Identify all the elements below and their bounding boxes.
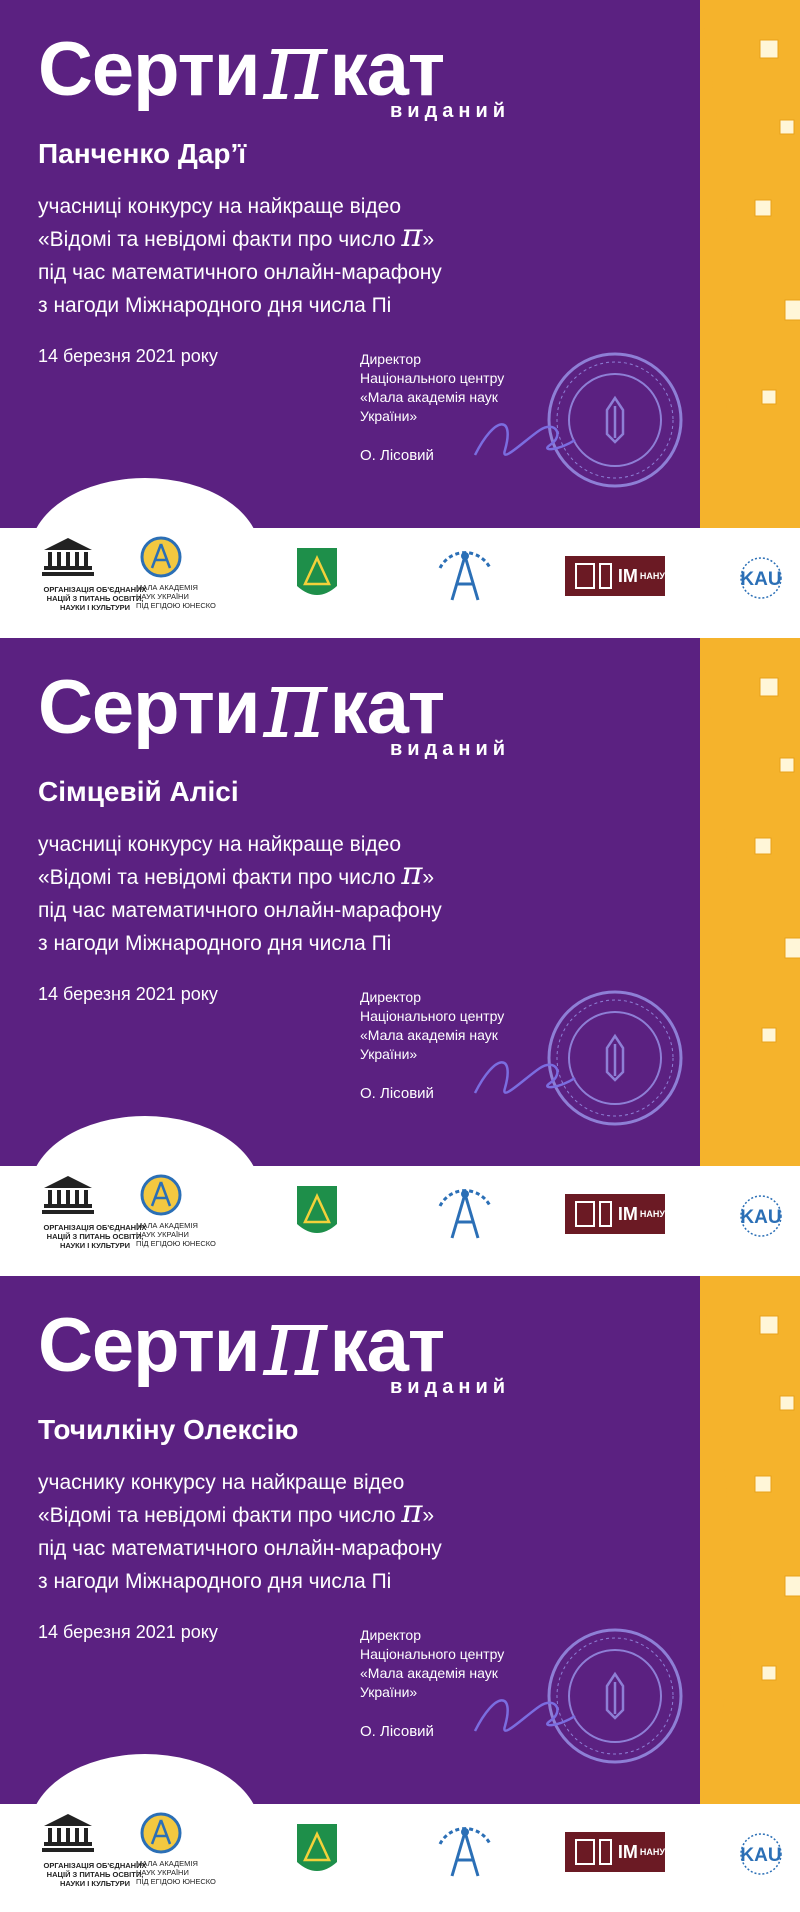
im-box-icon bbox=[575, 1201, 595, 1227]
title-pi-symbol: π bbox=[263, 10, 326, 122]
im-box-icon-2 bbox=[599, 1201, 612, 1227]
kau-logo-icon bbox=[735, 1194, 787, 1238]
director-org-3: України» bbox=[360, 1046, 418, 1062]
man-logo bbox=[130, 536, 230, 610]
unesco-line-1: ОРГАНІЗАЦІЯ ОБ'ЄДНАНИХ bbox=[43, 1861, 147, 1870]
man-line-2: НАУК УКРАЇНИ bbox=[136, 592, 189, 601]
certificate-date: 14 березня 2021 року bbox=[38, 346, 218, 366]
shield-logo-icon bbox=[295, 1184, 339, 1244]
certificate-body bbox=[38, 828, 442, 960]
signature-icon bbox=[470, 410, 580, 470]
man-logo bbox=[130, 1174, 230, 1248]
certificate-title bbox=[38, 10, 445, 122]
body-line-1: учаснику конкурсу на найкраще відео bbox=[38, 1471, 405, 1494]
unesco-line-3: НАУКИ І КУЛЬТУРИ bbox=[59, 603, 131, 612]
im-text: IM bbox=[617, 565, 638, 586]
body-line-1: учасниці конкурсу на найкраще відео bbox=[38, 833, 402, 856]
body-line-2-quote: » bbox=[422, 866, 435, 889]
unesco-line-3: НАУКИ І КУЛЬТУРИ bbox=[59, 1879, 131, 1888]
man-line-3: ПІД ЕГІДОЮ ЮНЕСКО bbox=[136, 601, 216, 610]
title-part-2: кат bbox=[329, 1303, 445, 1388]
man-emblem-icon bbox=[140, 1812, 182, 1854]
body-line-4: з нагоди Міжнародного дня числа Пі bbox=[38, 294, 392, 317]
certificate-1 bbox=[0, 0, 800, 636]
body-line-2-text: «Відомі та невідомі факти про число bbox=[38, 866, 402, 889]
kau-logo-icon bbox=[735, 556, 787, 600]
title-part-2: кат bbox=[329, 27, 445, 112]
man-logo bbox=[130, 1812, 230, 1886]
unesco-line-2: НАЦІЙ З ПИТАНЬ ОСВІТИ, bbox=[46, 1232, 144, 1241]
man-line-1: МАЛА АКАДЕМІЯ bbox=[136, 1859, 198, 1868]
body-line-2-text: «Відомі та невідомі факти про число bbox=[38, 1504, 402, 1527]
unesco-line-1: ОРГАНІЗАЦІЯ ОБ'ЄДНАНИХ bbox=[43, 585, 147, 594]
kyiv-academy-logo-icon bbox=[430, 1814, 500, 1889]
director-title: Директор bbox=[360, 351, 421, 367]
certificate-title bbox=[38, 1286, 445, 1398]
decorative-cubes bbox=[700, 638, 800, 1170]
issued-label: виданий bbox=[390, 1376, 511, 1398]
im-nanu-logo bbox=[565, 556, 665, 596]
partner-logos bbox=[0, 1812, 800, 1912]
man-line-2: НАУК УКРАЇНИ bbox=[136, 1230, 189, 1239]
director-org-1: Національного центру bbox=[360, 1008, 505, 1024]
im-nanu-logo bbox=[565, 1832, 665, 1872]
certificate-date: 14 березня 2021 року bbox=[38, 1622, 218, 1642]
body-line-1: учасниці конкурсу на найкраще відео bbox=[38, 195, 402, 218]
nanu-text: НАНУ bbox=[639, 571, 665, 581]
unesco-line-1: ОРГАНІЗАЦІЯ ОБ'ЄДНАНИХ bbox=[43, 1223, 147, 1232]
signer-name: О. Лісовий bbox=[360, 447, 434, 464]
body-line-4: з нагоди Міжнародного дня числа Пі bbox=[38, 1570, 392, 1593]
im-text: IM bbox=[617, 1203, 638, 1224]
decorative-cubes bbox=[700, 1276, 800, 1808]
man-line-2: НАУК УКРАЇНИ bbox=[136, 1868, 189, 1877]
signer-name: О. Лісовий bbox=[360, 1085, 434, 1102]
man-text bbox=[136, 1859, 230, 1886]
recipient-name: Панченко Дар’ї bbox=[38, 138, 247, 169]
unesco-line-2: НАЦІЙ З ПИТАНЬ ОСВІТИ, bbox=[46, 1870, 144, 1879]
title-part-2: кат bbox=[329, 665, 445, 750]
signature-icon bbox=[470, 1048, 580, 1108]
director-org-1: Національного центру bbox=[360, 370, 505, 386]
man-line-3: ПІД ЕГІДОЮ ЮНЕСКО bbox=[136, 1877, 216, 1886]
man-text bbox=[136, 1221, 230, 1248]
im-box-icon-2 bbox=[599, 1839, 612, 1865]
body-line-2 bbox=[38, 216, 442, 256]
svg-text:KAU: KAU bbox=[740, 1207, 782, 1228]
title-part-1: Серти bbox=[38, 1303, 260, 1388]
certificate-date: 14 березня 2021 року bbox=[38, 984, 218, 1004]
body-pi-symbol: π bbox=[401, 1492, 423, 1530]
title-pi-symbol: π bbox=[263, 1286, 326, 1398]
im-box-icon bbox=[575, 1839, 595, 1865]
certificate-title bbox=[38, 648, 445, 760]
man-line-1: МАЛА АКАДЕМІЯ bbox=[136, 583, 198, 592]
signature-icon bbox=[470, 1686, 580, 1746]
issued-label: виданий bbox=[390, 100, 511, 122]
body-line-2 bbox=[38, 854, 442, 894]
svg-text:KAU: KAU bbox=[740, 569, 782, 590]
body-pi-symbol: π bbox=[401, 216, 423, 254]
body-line-3: під час математичного онлайн-марафону bbox=[38, 261, 442, 284]
man-line-3: ПІД ЕГІДОЮ ЮНЕСКО bbox=[136, 1239, 216, 1248]
director-org-2: «Мала академія наук bbox=[360, 389, 498, 405]
yellow-side-stripe bbox=[700, 0, 800, 532]
body-line-2-quote: » bbox=[422, 1504, 435, 1527]
issued-label: виданий bbox=[390, 738, 511, 760]
unesco-line-3: НАУКИ І КУЛЬТУРИ bbox=[59, 1241, 131, 1250]
title-part-1: Серти bbox=[38, 665, 260, 750]
certificate-3 bbox=[0, 1276, 800, 1912]
signer-name: О. Лісовий bbox=[360, 1723, 434, 1740]
director-org-2: «Мала академія наук bbox=[360, 1027, 498, 1043]
certificate-body bbox=[38, 190, 442, 322]
body-line-2-text: «Відомі та невідомі факти про число bbox=[38, 228, 402, 251]
im-box-icon-2 bbox=[599, 563, 612, 589]
svg-text:KAU: KAU bbox=[740, 1845, 782, 1866]
shield-logo-icon bbox=[295, 546, 339, 606]
yellow-side-stripe bbox=[700, 638, 800, 1170]
unesco-line-2: НАЦІЙ З ПИТАНЬ ОСВІТИ, bbox=[46, 594, 144, 603]
man-emblem-icon bbox=[140, 1174, 182, 1216]
director-title: Директор bbox=[360, 1627, 421, 1643]
partner-logos bbox=[0, 536, 800, 636]
kau-logo-icon bbox=[735, 1832, 787, 1876]
title-part-1: Серти bbox=[38, 27, 260, 112]
director-org-3: України» bbox=[360, 1684, 418, 1700]
director-org-3: України» bbox=[360, 408, 418, 424]
body-line-2 bbox=[38, 1492, 442, 1532]
body-line-3: під час математичного онлайн-марафону bbox=[38, 899, 442, 922]
body-line-3: під час математичного онлайн-марафону bbox=[38, 1537, 442, 1560]
yellow-side-stripe bbox=[700, 1276, 800, 1808]
certificate-body bbox=[38, 1466, 442, 1598]
im-nanu-logo bbox=[565, 1194, 665, 1234]
im-box-icon bbox=[575, 563, 595, 589]
body-pi-symbol: π bbox=[401, 854, 423, 892]
nanu-text: НАНУ bbox=[639, 1847, 665, 1857]
man-text bbox=[136, 583, 230, 610]
unesco-temple-icon bbox=[40, 1812, 96, 1856]
recipient-name: Точилкіну Олексію bbox=[38, 1414, 299, 1445]
kyiv-academy-logo-icon bbox=[430, 538, 500, 613]
nanu-text: НАНУ bbox=[639, 1209, 665, 1219]
recipient-name: Сімцевій Алісі bbox=[38, 776, 239, 807]
certificate-2 bbox=[0, 638, 800, 1274]
man-line-1: МАЛА АКАДЕМІЯ bbox=[136, 1221, 198, 1230]
director-org-1: Національного центру bbox=[360, 1646, 505, 1662]
unesco-temple-icon bbox=[40, 1174, 96, 1218]
body-line-4: з нагоди Міжнародного дня числа Пі bbox=[38, 932, 392, 955]
im-text: IM bbox=[617, 1841, 638, 1862]
man-emblem-icon bbox=[140, 536, 182, 578]
decorative-cubes bbox=[700, 0, 800, 532]
partner-logos bbox=[0, 1174, 800, 1274]
shield-logo-icon bbox=[295, 1822, 339, 1882]
kyiv-academy-logo-icon bbox=[430, 1176, 500, 1251]
title-pi-symbol: π bbox=[263, 648, 326, 760]
body-line-2-quote: » bbox=[422, 228, 435, 251]
director-org-2: «Мала академія наук bbox=[360, 1665, 498, 1681]
director-title: Директор bbox=[360, 989, 421, 1005]
unesco-temple-icon bbox=[40, 536, 96, 580]
